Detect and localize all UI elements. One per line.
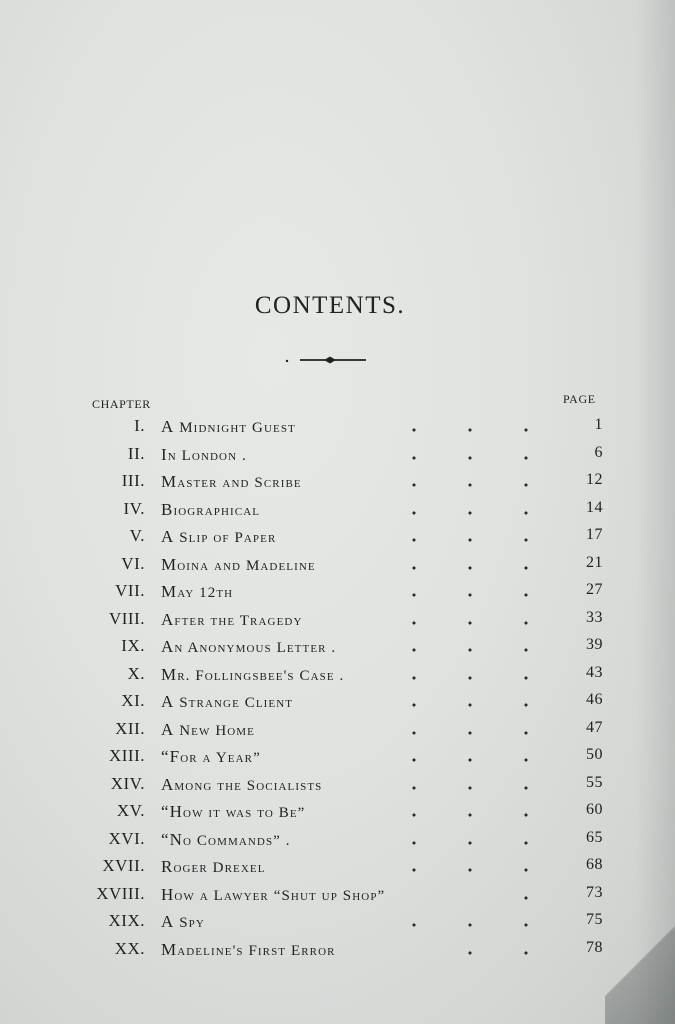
dot-leader	[386, 621, 558, 625]
dot-leader	[386, 758, 558, 762]
divider-ornament-icon	[284, 354, 368, 366]
chapter-title: A Strange Client	[161, 692, 294, 711]
toc-row	[0, 581, 675, 607]
chapter-title: Roger Drexel	[161, 857, 266, 876]
dot-leader	[386, 703, 558, 707]
dot-leader	[386, 648, 558, 652]
chapter-number: XVII.	[102, 856, 145, 875]
chapter-number: XX.	[114, 938, 145, 958]
page-number: 27	[586, 581, 603, 598]
chapter-title: Master and Scribe	[161, 472, 302, 491]
chapter-number: IV.	[123, 498, 145, 518]
chapter-number: II.	[127, 443, 145, 463]
toc-row	[0, 499, 675, 525]
chapter-title: “For a Year”	[161, 747, 261, 766]
page-number: 73	[586, 883, 603, 901]
chapter-title: Madeline's First Error	[161, 939, 336, 959]
toc-row	[0, 526, 675, 552]
chapter-title: An Anonymous Letter .	[161, 637, 337, 656]
chapter-title: In London .	[161, 444, 247, 464]
chapter-number: III.	[121, 471, 145, 490]
toc-row	[0, 884, 675, 910]
chapter-number: VII.	[115, 581, 145, 600]
toc-row	[0, 554, 675, 580]
chapter-title: A New Home	[161, 719, 256, 739]
page-number: 60	[586, 801, 603, 818]
chapter-title: “No Commands” .	[161, 829, 291, 849]
chapter-number: XVI.	[108, 828, 145, 848]
dot-leader	[386, 511, 558, 515]
chapter-title: A Spy	[161, 912, 205, 931]
chapter-title: A Slip of Paper	[161, 527, 277, 546]
toc-row	[0, 444, 675, 470]
page-number: 14	[586, 498, 603, 516]
dot-leader	[386, 813, 558, 817]
chapter-number: V.	[129, 526, 145, 545]
chapter-number: X.	[127, 663, 145, 683]
chapter-number: XII.	[115, 718, 145, 738]
dot-leader	[386, 538, 558, 542]
page-number: 12	[586, 471, 603, 488]
chapter-title: Among the Socialists	[161, 774, 323, 794]
page-number: 47	[586, 718, 603, 736]
dot-leader	[386, 676, 558, 680]
page-title: CONTENTS.	[254, 292, 406, 319]
dot-leader	[386, 593, 558, 597]
chapter-title: After the Tragedy	[161, 609, 303, 629]
toc-row	[0, 719, 675, 745]
toc-row	[0, 636, 675, 662]
chapter-number: XIII.	[108, 746, 145, 765]
chapter-number: XI.	[121, 691, 145, 710]
toc-row	[0, 691, 675, 717]
page-number: 50	[586, 746, 603, 763]
chapter-number: XV.	[116, 801, 145, 820]
dot-leader	[386, 456, 558, 460]
page-number: 39	[586, 636, 603, 653]
page-number: 21	[586, 553, 603, 571]
dot-leader	[386, 731, 558, 735]
page-number: 65	[586, 828, 603, 846]
page-number: 1	[594, 416, 603, 433]
chapter-number: VIII.	[108, 608, 145, 628]
dot-leader	[386, 483, 558, 487]
dot-leader	[386, 566, 558, 570]
chapter-title: Mr. Follingsbee's Case .	[161, 664, 345, 684]
chapter-number: XIX.	[108, 911, 145, 930]
chapter-number: I.	[134, 416, 145, 435]
chapter-title: May 12th	[161, 582, 234, 601]
page-number: 43	[586, 663, 603, 681]
page-number: 75	[586, 911, 603, 928]
toc-row	[0, 856, 675, 882]
page-number: 55	[586, 773, 603, 791]
page-number: 17	[586, 526, 603, 543]
page-number: 68	[586, 856, 603, 873]
toc-row	[0, 911, 675, 937]
dot-leader	[442, 951, 558, 955]
dot-leader	[386, 786, 558, 790]
toc-row	[0, 746, 675, 772]
toc-row	[0, 939, 675, 965]
dot-leader	[386, 868, 558, 872]
chapter-number: VI.	[121, 553, 145, 573]
dot-leader	[386, 923, 558, 927]
chapter-number: XIV.	[110, 773, 145, 793]
column-header-chapter: CHAPTER	[92, 397, 151, 411]
toc-row	[0, 829, 675, 855]
chapter-title: How a Lawyer “Shut up Shop”	[161, 884, 386, 904]
chapter-title: Moina and Madeline	[161, 554, 316, 574]
chapter-title: Biographical	[161, 499, 261, 519]
page-number: 78	[586, 938, 603, 956]
page-number: 33	[586, 608, 603, 626]
column-header-page: PAGE	[563, 392, 596, 406]
page-number: 6	[594, 443, 603, 461]
chapter-title: A Midnight Guest	[161, 417, 296, 436]
chapter-number: IX.	[121, 636, 145, 655]
chapter-number: XVIII.	[96, 883, 145, 903]
toc-row	[0, 416, 675, 442]
toc-row	[0, 664, 675, 690]
dot-leader	[386, 428, 558, 432]
dot-leader	[386, 841, 558, 845]
toc-row	[0, 774, 675, 800]
toc-row	[0, 801, 675, 827]
page-number: 46	[586, 691, 603, 708]
toc-row	[0, 471, 675, 497]
dot-leader	[498, 896, 558, 900]
toc-row	[0, 609, 675, 635]
chapter-title: “How it was to Be”	[161, 802, 306, 821]
